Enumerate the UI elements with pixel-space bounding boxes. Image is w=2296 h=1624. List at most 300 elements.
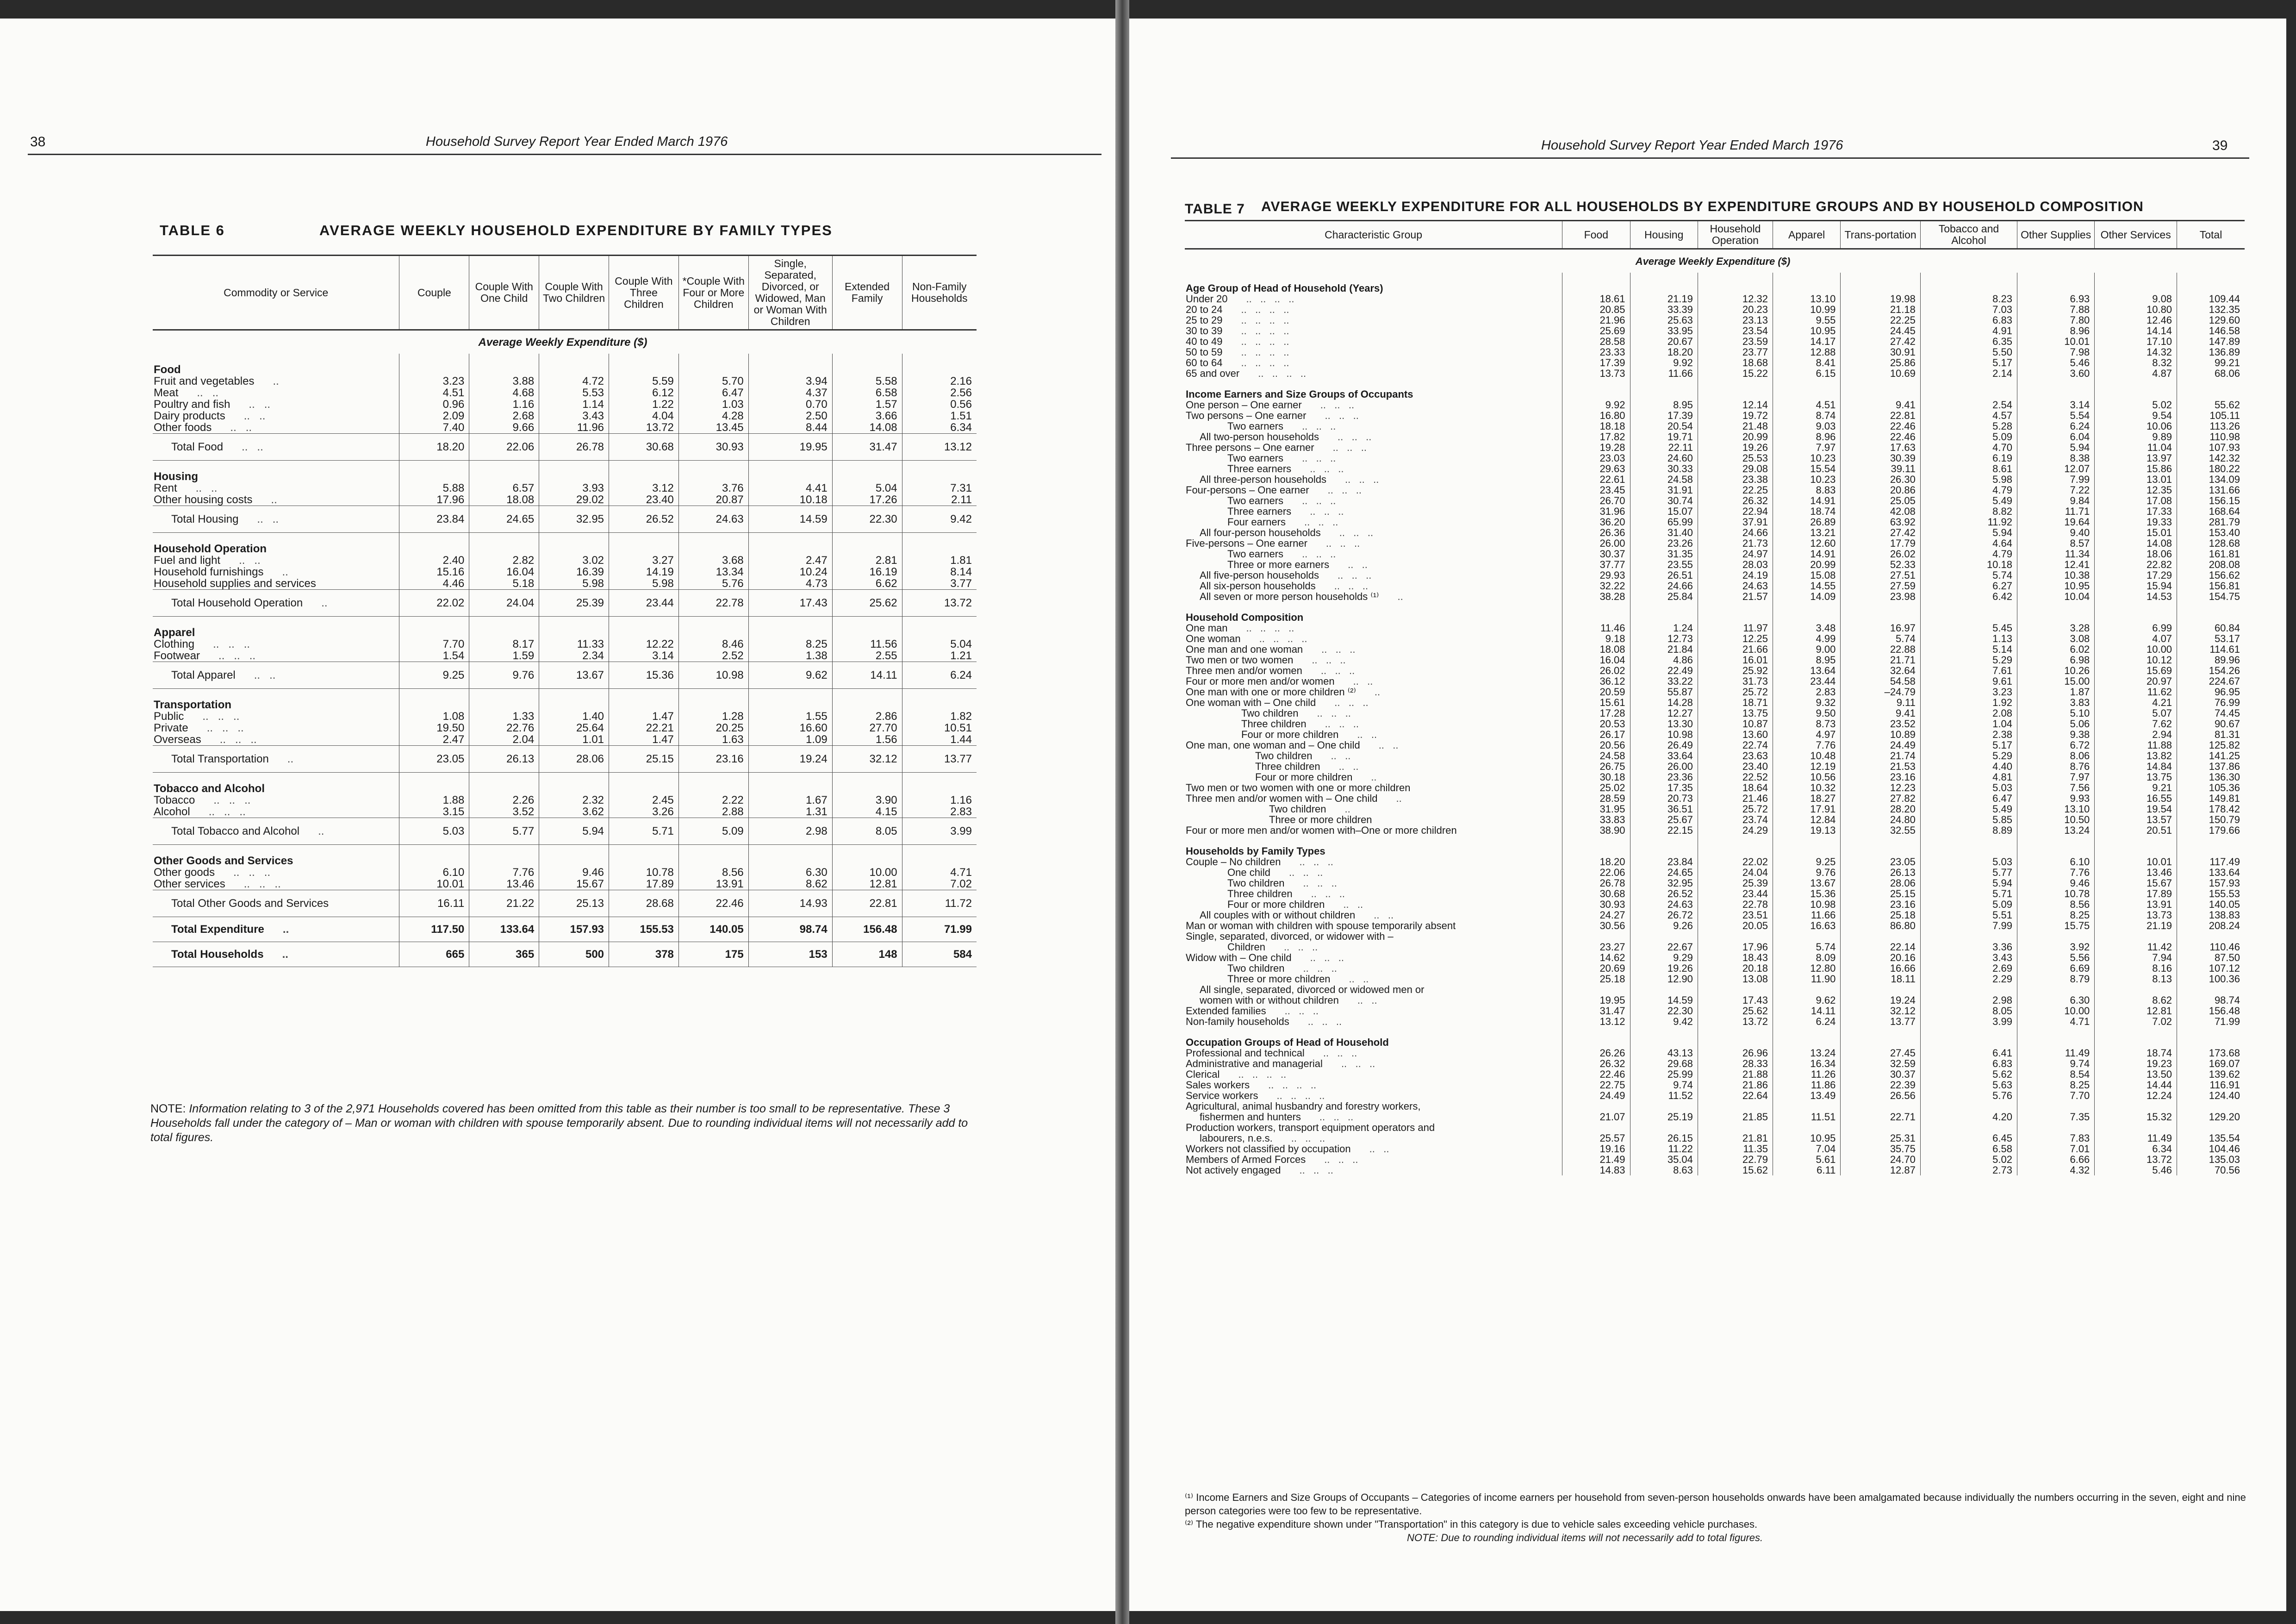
empty-cell	[1841, 602, 1921, 623]
value-cell: 24.80	[1841, 814, 1921, 825]
section-heading-row	[153, 773, 977, 795]
row-label: Three or more earners	[1227, 559, 1330, 570]
value-cell: 38.90	[1562, 825, 1630, 836]
value-cell: 5.98	[609, 578, 679, 590]
value-cell: 5.07	[2095, 708, 2177, 718]
value-cell: 23.84	[399, 506, 469, 533]
value-cell	[1773, 984, 1840, 995]
value-cell: 156.48	[2177, 1006, 2245, 1016]
value-cell: 1.33	[469, 711, 539, 722]
value-cell: 141.25	[2177, 750, 2245, 761]
value-cell: 24.45	[1841, 325, 1921, 336]
value-cell: 30.39	[1841, 453, 1921, 463]
value-cell: 15.00	[2017, 676, 2095, 687]
value-cell: 26.36	[1562, 527, 1630, 538]
value-cell: 4.91	[1920, 325, 2017, 336]
row-label-cell	[1185, 357, 1562, 368]
value-cell: 25.53	[1698, 453, 1773, 463]
value-cell: 175	[678, 942, 748, 967]
leader-dots: .. .. ..	[213, 794, 251, 806]
value-cell: 6.30	[2017, 995, 2095, 1006]
value-cell: 43.13	[1630, 1048, 1698, 1058]
leader-dots: ..	[321, 597, 328, 609]
value-cell: 10.98	[1630, 729, 1698, 740]
value-cell: 14.28	[1630, 697, 1698, 708]
value-cell: 15.75	[2017, 920, 2095, 931]
empty-cell	[902, 461, 977, 483]
row-label-cell	[153, 399, 399, 410]
value-cell: 8.16	[2095, 963, 2177, 974]
value-cell: 7.22	[2017, 485, 2095, 495]
value-cell: 22.88	[1841, 644, 1921, 655]
leader-dots: .. ..	[1331, 750, 1351, 761]
leader-dots: .. .. ..	[1334, 697, 1369, 708]
value-cell	[1562, 984, 1630, 995]
value-cell: 17.63	[1841, 442, 1921, 453]
row-label-cell	[153, 375, 399, 387]
value-cell: 26.26	[1562, 1048, 1630, 1058]
value-cell: 25.92	[1698, 665, 1773, 676]
leader-dots: .. .. .. ..	[1241, 315, 1289, 325]
section-heading-row	[1185, 1027, 2245, 1048]
value-cell: 4.71	[2017, 1016, 2095, 1027]
value-cell: 16.34	[1773, 1058, 1840, 1069]
value-cell: 129.20	[2177, 1112, 2245, 1122]
value-cell: 8.89	[1920, 825, 2017, 836]
table-row	[1185, 995, 2245, 1006]
section-heading: Household Composition	[1186, 612, 1304, 623]
value-cell: 110.46	[2177, 942, 2245, 952]
value-cell: 135.03	[2177, 1154, 2245, 1165]
value-cell: 5.50	[1920, 347, 2017, 357]
value-cell: 14.55	[1773, 581, 1840, 591]
value-cell: 19.28	[1562, 442, 1630, 453]
value-cell: 18.71	[1698, 697, 1773, 708]
column-header: Couple With Three Children	[609, 256, 679, 330]
value-cell: 5.03	[399, 818, 469, 845]
value-cell: 23.03	[1562, 453, 1630, 463]
row-label: Private	[154, 722, 188, 734]
value-cell: 10.99	[1773, 304, 1840, 315]
section-heading-row	[153, 845, 977, 867]
value-cell: 17.08	[2095, 495, 2177, 506]
value-cell: 1.87	[2017, 687, 2095, 697]
value-cell: 25.84	[1630, 591, 1698, 602]
value-cell: 24.58	[1630, 474, 1698, 485]
value-cell: 131.66	[2177, 485, 2245, 495]
value-cell: 5.98	[539, 578, 609, 590]
value-cell: 23.44	[1773, 676, 1840, 687]
value-cell: 17.79	[1841, 538, 1921, 549]
value-cell: 2.22	[678, 794, 748, 806]
row-label: Household supplies and services	[154, 578, 316, 590]
value-cell: 15.36	[1773, 888, 1840, 899]
value-cell: 179.66	[2177, 825, 2245, 836]
table-row	[1185, 1112, 2245, 1122]
value-cell: 10.78	[609, 867, 679, 878]
table-row	[153, 375, 977, 387]
value-cell: 5.94	[539, 818, 609, 845]
row-label: Two children	[1241, 708, 1299, 718]
value-cell: 140.05	[2177, 899, 2245, 910]
value-cell: 25.31	[1841, 1133, 1921, 1143]
value-cell: 25.99	[1630, 1069, 1698, 1080]
value-cell: 14.11	[1773, 1006, 1840, 1016]
value-cell: 31.47	[832, 434, 902, 461]
value-cell: 1.38	[748, 650, 832, 662]
leader-dots: .. .. .. ..	[1241, 304, 1289, 315]
value-cell: 32.95	[1630, 878, 1698, 888]
empty-cell	[609, 533, 679, 555]
value-cell: 14.44	[2095, 1080, 2177, 1090]
value-cell: 1.16	[469, 399, 539, 410]
value-cell: 19.26	[1630, 963, 1698, 974]
table-7-footnotes	[1185, 1491, 2249, 1544]
row-label-cell	[1185, 495, 1562, 506]
value-cell: 17.89	[609, 878, 679, 890]
value-cell: 180.22	[2177, 463, 2245, 474]
value-cell: 135.54	[2177, 1133, 2245, 1143]
value-cell: 8.76	[2017, 761, 2095, 772]
value-cell: 30.18	[1562, 772, 1630, 782]
value-cell: 5.58	[832, 375, 902, 387]
value-cell	[1630, 1122, 1698, 1133]
row-label-cell	[1185, 676, 1562, 687]
value-cell: 9.38	[2017, 729, 2095, 740]
value-cell: 30.37	[1841, 1069, 1921, 1080]
value-cell: 23.59	[1698, 336, 1773, 347]
value-cell: 8.25	[748, 638, 832, 650]
leader-dots: .. .. .. ..	[1259, 633, 1307, 644]
value-cell: 33.95	[1630, 325, 1698, 336]
value-cell: 2.38	[1920, 729, 2017, 740]
leader-dots: .. .. ..	[1320, 665, 1355, 676]
value-cell: 1.88	[399, 794, 469, 806]
empty-cell	[2095, 379, 2177, 400]
value-cell: 2.83	[1773, 687, 1840, 697]
leader-dots: .. .. ..	[1283, 942, 1318, 952]
table-row	[153, 566, 977, 578]
value-cell: 25.72	[1698, 804, 1773, 814]
value-cell: 4.71	[902, 867, 977, 878]
value-cell: 8.14	[902, 566, 977, 578]
value-cell: 11.51	[1773, 1112, 1840, 1122]
table-row	[153, 399, 977, 410]
leader-dots: ..	[271, 494, 277, 506]
value-cell: 18.20	[399, 434, 469, 461]
value-cell: 31.47	[1562, 1006, 1630, 1016]
value-cell: 23.40	[609, 494, 679, 506]
value-cell: 2.14	[1920, 368, 2017, 379]
value-cell	[2095, 1101, 2177, 1112]
total-row	[153, 590, 977, 617]
leader-dots: .. .. ..	[1325, 410, 1359, 421]
value-cell	[1630, 984, 1698, 995]
empty-cell	[748, 533, 832, 555]
row-label: 60 to 64	[1186, 357, 1223, 368]
row-label-cell	[1185, 1016, 1562, 1027]
value-cell: 224.67	[2177, 676, 2245, 687]
value-cell: 24.49	[1562, 1090, 1630, 1101]
value-cell: 19.72	[1698, 410, 1773, 421]
value-cell: 5.63	[1920, 1080, 2017, 1090]
value-cell: 116.91	[2177, 1080, 2245, 1090]
empty-cell	[1920, 273, 2017, 294]
row-label: Meat	[154, 387, 179, 399]
leader-dots: .. .. ..	[1338, 431, 1372, 442]
row-label-cell	[1185, 772, 1562, 782]
value-cell: 13.50	[2095, 1069, 2177, 1080]
value-cell: 22.49	[1630, 665, 1698, 676]
row-label-cell	[1185, 1112, 1562, 1122]
value-cell: 6.35	[1920, 336, 2017, 347]
empty-cell	[832, 845, 902, 867]
column-header: Household Operation	[1698, 221, 1773, 249]
value-cell: 5.28	[1920, 421, 2017, 431]
value-cell: 14.62	[1562, 952, 1630, 963]
value-cell: 11.96	[539, 422, 609, 434]
value-cell: 28.68	[609, 890, 679, 917]
value-cell: 23.84	[1630, 856, 1698, 867]
value-cell: 26.32	[1698, 495, 1773, 506]
table-row	[1185, 899, 2245, 910]
value-cell: 21.22	[469, 890, 539, 917]
value-cell: 147.89	[2177, 336, 2245, 347]
value-cell: 25.69	[1562, 325, 1630, 336]
empty-cell	[1562, 1027, 1630, 1048]
table-row	[1185, 687, 2245, 697]
value-cell: 25.63	[1630, 315, 1698, 325]
row-label-cell	[153, 794, 399, 806]
row-label-cell	[1185, 740, 1562, 750]
leader-dots: ..	[282, 948, 288, 961]
row-label: Three or more children	[1227, 974, 1331, 984]
leader-dots: .. .. ..	[1325, 538, 1360, 549]
empty-cell	[1698, 379, 1773, 400]
row-label: Footwear	[154, 650, 200, 662]
value-cell: 5.94	[2017, 442, 2095, 453]
value-cell	[1841, 1101, 1921, 1112]
value-cell: 3.92	[2017, 942, 2095, 952]
row-label-cell	[1185, 506, 1562, 517]
value-cell: 10.87	[1698, 718, 1773, 729]
value-cell: 11.49	[2095, 1133, 2177, 1143]
value-cell: 14.08	[2095, 538, 2177, 549]
value-cell: 13.75	[1698, 708, 1773, 718]
value-cell: 10.38	[2017, 570, 2095, 581]
leader-dots: .. ..	[254, 669, 276, 681]
value-cell: 9.25	[1773, 856, 1840, 867]
value-cell: 6.62	[832, 578, 902, 590]
value-cell: 3.90	[832, 794, 902, 806]
table-row	[1185, 538, 2245, 549]
value-cell: 19.71	[1630, 431, 1698, 442]
value-cell: 10.95	[1773, 325, 1840, 336]
value-cell: 30.56	[1562, 920, 1630, 931]
value-cell: 19.13	[1773, 825, 1840, 836]
value-cell: 3.27	[609, 555, 679, 566]
value-cell: 17.82	[1562, 431, 1630, 442]
value-cell: 12.32	[1698, 294, 1773, 304]
value-cell: 10.23	[1773, 453, 1840, 463]
value-cell: 9.74	[2017, 1058, 2095, 1069]
value-cell: 149.81	[2177, 793, 2245, 804]
table-row	[1185, 856, 2245, 867]
value-cell: 22.46	[678, 890, 748, 917]
table-row	[1185, 421, 2245, 431]
value-cell: 8.96	[2017, 325, 2095, 336]
row-label-cell	[1185, 697, 1562, 708]
subheading: Average Weekly Expenditure ($)	[1635, 255, 1791, 267]
table-row	[1185, 357, 2245, 368]
leader-dots: .. .. ..	[208, 806, 246, 818]
value-cell: 10.80	[2095, 304, 2177, 315]
empty-cell	[1698, 1027, 1773, 1048]
value-cell	[1562, 931, 1630, 942]
value-cell: 156.15	[2177, 495, 2245, 506]
value-cell	[2177, 1122, 2245, 1133]
value-cell: 5.10	[2017, 708, 2095, 718]
value-cell: 11.46	[1562, 623, 1630, 633]
value-cell: 22.25	[1698, 485, 1773, 495]
value-cell: 107.12	[2177, 963, 2245, 974]
row-label: Three children	[1255, 761, 1320, 772]
value-cell: 5.46	[2095, 1165, 2177, 1175]
value-cell: 20.87	[678, 494, 748, 506]
value-cell: 10.95	[1773, 1133, 1840, 1143]
row-label: Alcohol	[154, 806, 190, 818]
row-label-cell	[1185, 718, 1562, 729]
table-row	[1185, 1133, 2245, 1143]
value-cell: 9.89	[2095, 431, 2177, 442]
row-label: Total Households	[171, 948, 264, 961]
value-cell: 17.28	[1562, 708, 1630, 718]
value-cell: 1.81	[902, 555, 977, 566]
value-cell: 21.07	[1562, 1112, 1630, 1122]
value-cell: 3.36	[1920, 942, 2017, 952]
table-row	[1185, 506, 2245, 517]
value-cell: 132.35	[2177, 304, 2245, 315]
leader-dots: .. .. ..	[1284, 1006, 1319, 1016]
value-cell: 17.43	[1698, 995, 1773, 1006]
value-cell: 6.19	[1920, 453, 2017, 463]
value-cell: 26.78	[539, 434, 609, 461]
row-label-cell	[153, 818, 399, 845]
value-cell: 3.68	[678, 555, 748, 566]
value-cell: 2.40	[399, 555, 469, 566]
leader-dots: .. .. .. ..	[1258, 368, 1307, 379]
value-cell: 5.06	[2017, 718, 2095, 729]
page-number: 39	[2212, 138, 2228, 153]
value-cell: 7.02	[902, 878, 977, 890]
section-heading-row	[1185, 836, 2245, 856]
value-cell: 8.74	[1773, 410, 1840, 421]
value-cell: 26.30	[1841, 474, 1921, 485]
page-number: 38	[30, 134, 46, 150]
value-cell: 2.55	[832, 650, 902, 662]
value-cell: 22.71	[1841, 1112, 1921, 1122]
value-cell: 21.53	[1841, 761, 1921, 772]
value-cell: 26.72	[1630, 910, 1698, 920]
value-cell: 23.74	[1698, 814, 1773, 825]
value-cell: 12.87	[1841, 1165, 1921, 1175]
value-cell: 13.49	[1773, 1090, 1840, 1101]
value-cell: 157.93	[2177, 878, 2245, 888]
rounding-note: NOTE: Due to rounding individual items will not necessarily add to total figures.	[1407, 1532, 1763, 1543]
value-cell: 20.25	[678, 722, 748, 734]
value-cell: 17.91	[1773, 804, 1840, 814]
total-row	[153, 434, 977, 461]
value-cell: 9.54	[2095, 410, 2177, 421]
leader-dots: .. ..	[195, 482, 218, 494]
value-cell: 26.02	[1562, 665, 1630, 676]
value-cell: 5.29	[1920, 655, 2017, 665]
column-header: Total	[2177, 221, 2245, 249]
value-cell: 1.31	[748, 806, 832, 818]
row-label: Total Apparel	[171, 669, 236, 681]
row-label: Two earners	[1227, 549, 1284, 559]
empty-cell	[1630, 379, 1698, 400]
value-cell: 9.29	[1630, 952, 1698, 963]
table-row	[1185, 740, 2245, 750]
value-cell: 31.96	[1562, 506, 1630, 517]
value-cell: 5.46	[2017, 357, 2095, 368]
table-row	[1185, 676, 2245, 687]
value-cell: 113.26	[2177, 421, 2245, 431]
row-label: Four earners	[1227, 517, 1286, 527]
row-label-cell	[1185, 1090, 1562, 1101]
empty-cell	[902, 354, 977, 375]
row-label-cell	[1185, 825, 1562, 836]
value-cell: 33.22	[1630, 676, 1698, 687]
value-cell: 25.72	[1698, 687, 1773, 697]
value-cell: 13.01	[2095, 474, 2177, 485]
row-label: Three children	[1227, 888, 1293, 899]
value-cell: 6.24	[902, 662, 977, 689]
leader-dots: .. .. ..	[1332, 442, 1367, 453]
empty-cell	[678, 461, 748, 483]
empty-cell	[1698, 836, 1773, 856]
value-cell: 12.46	[2095, 315, 2177, 325]
leader-dots: .. .. .. ..	[1241, 325, 1289, 336]
row-label-cell	[1185, 623, 1562, 633]
empty-cell	[399, 845, 469, 867]
value-cell: 31.35	[1630, 549, 1698, 559]
value-cell: 68.06	[2177, 368, 2245, 379]
value-cell: 9.25	[399, 662, 469, 689]
row-label-cell	[1185, 570, 1562, 581]
total-row	[153, 818, 977, 845]
row-label: Rent	[154, 482, 177, 494]
row-label: Three men and/or women	[1186, 665, 1302, 676]
row-label: Workers not classified by occupation	[1186, 1143, 1351, 1154]
value-cell: 7.35	[2017, 1112, 2095, 1122]
row-label-cell	[1185, 442, 1562, 453]
header-rule	[1171, 157, 2249, 159]
value-cell: 114.61	[2177, 644, 2245, 655]
value-cell: 23.52	[1841, 718, 1921, 729]
value-cell: 29.63	[1562, 463, 1630, 474]
row-label: Overseas	[154, 734, 201, 746]
value-cell: 10.04	[2017, 591, 2095, 602]
value-cell: 31.40	[1630, 527, 1698, 538]
value-cell: 281.79	[2177, 517, 2245, 527]
table-row	[153, 387, 977, 399]
value-cell: 24.04	[1698, 867, 1773, 878]
row-label-cell	[153, 806, 399, 818]
value-cell: 7.40	[399, 422, 469, 434]
table-row	[1185, 814, 2245, 825]
